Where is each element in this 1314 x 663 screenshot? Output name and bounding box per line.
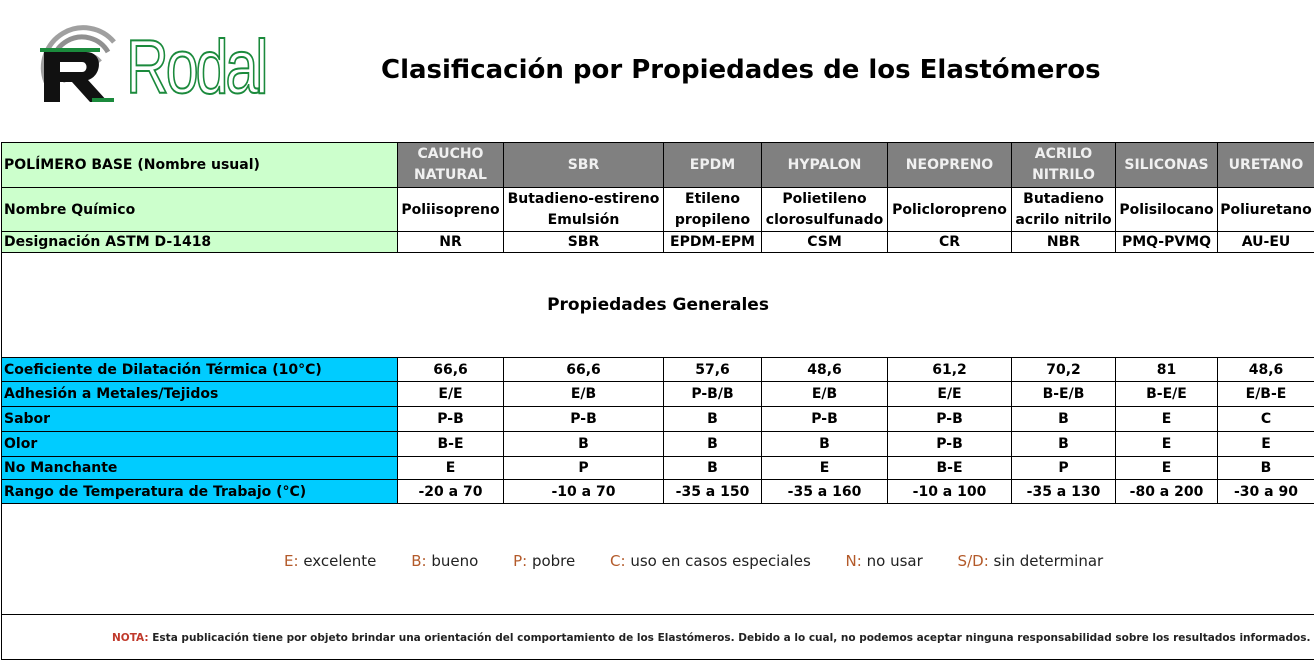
legend-item: B: bueno <box>411 552 479 570</box>
row-label-astm: Designación ASTM D-1418 <box>2 232 398 253</box>
cell: Policloropreno <box>888 188 1012 232</box>
cell: -35 a 150 <box>664 480 762 504</box>
cell: E/B <box>762 382 888 407</box>
legend-item: C: uso en casos especiales <box>610 552 811 570</box>
legend-key: B <box>411 552 422 570</box>
cell: 48,6 <box>762 358 888 382</box>
legend-text: sin determinar <box>993 552 1104 570</box>
cell: P-B <box>762 407 888 432</box>
prop-row <box>2 457 1314 480</box>
cell: B-E/B <box>1012 382 1116 407</box>
page-title: Clasificación por Propiedades de los Elastómeros <box>381 55 1101 85</box>
cell: 70,2 <box>1012 358 1116 382</box>
cell: -10 a 100 <box>888 480 1012 504</box>
note-text: Esta publicación tiene por objeto brindar una orientación del comportamiento de los Elastómeros. Debido a lo cual, no podemos aceptar ninguna responsabilidad sobre los resultados informados. <box>152 632 1311 644</box>
cell: P-B <box>398 407 504 432</box>
section-row <box>2 253 1314 358</box>
cell: C <box>1218 407 1314 432</box>
cell: B <box>1012 407 1116 432</box>
prop-row <box>2 407 1314 432</box>
cell: P-B/B <box>664 382 762 407</box>
cell: NBR <box>1012 232 1116 253</box>
col-head: CAUCHO NATURAL <box>398 143 504 188</box>
cell: B-E <box>398 432 504 457</box>
cell: P-B <box>888 432 1012 457</box>
cell: P-B <box>504 407 664 432</box>
legend-text: bueno <box>431 552 479 570</box>
cell: B <box>762 432 888 457</box>
chemical-row <box>2 188 1314 232</box>
cell: -10 a 70 <box>504 480 664 504</box>
disclaimer-note <box>112 632 1310 644</box>
cell: P <box>1012 457 1116 480</box>
legend-text: excelente <box>303 552 377 570</box>
row-label-quimico: Nombre Químico <box>2 188 398 232</box>
cell: E/B <box>504 382 664 407</box>
legend-key: N <box>845 552 857 570</box>
cell: -30 a 90 <box>1218 480 1314 504</box>
cell: SBR <box>504 232 664 253</box>
col-head: NEOPRENO <box>888 143 1012 188</box>
header-row <box>2 143 1314 188</box>
legend-text: pobre <box>531 552 576 570</box>
cell: B <box>664 457 762 480</box>
cell: E <box>1116 457 1218 480</box>
prop-row <box>2 480 1314 504</box>
cell: -80 a 200 <box>1116 480 1218 504</box>
cell: PMQ-PVMQ <box>1116 232 1218 253</box>
cell: E <box>398 457 504 480</box>
cell: B <box>664 432 762 457</box>
cell: EPDM-EPM <box>664 232 762 253</box>
cell: P-B <box>888 407 1012 432</box>
cell: 66,6 <box>504 358 664 382</box>
elastomer-table <box>1 142 1314 660</box>
cell: 48,6 <box>1218 358 1314 382</box>
col-head: URETANO <box>1218 143 1314 188</box>
cell: B-E/E <box>1116 382 1218 407</box>
legend <box>284 552 1133 570</box>
cell: Etileno propileno <box>664 188 762 232</box>
cell: Poliuretano <box>1218 188 1314 232</box>
cell: E/E <box>398 382 504 407</box>
cell: B <box>1218 457 1314 480</box>
astm-row <box>2 232 1314 253</box>
legend-text: no usar <box>866 552 923 570</box>
logo-brand-text: Rodal <box>126 25 266 110</box>
legend-text: uso en casos especiales <box>630 552 811 570</box>
cell: Butadieno-estireno Emulsión <box>504 188 664 232</box>
cell: -35 a 160 <box>762 480 888 504</box>
legend-key: E <box>284 552 294 570</box>
prop-row <box>2 382 1314 407</box>
legend-item: P: pobre <box>513 552 576 570</box>
prop-label: Sabor <box>2 407 398 432</box>
cell: B-E <box>888 457 1012 480</box>
col-head: SBR <box>504 143 664 188</box>
cell: -20 a 70 <box>398 480 504 504</box>
cell: NR <box>398 232 504 253</box>
legend-item: E: excelente <box>284 552 377 570</box>
cell: AU-EU <box>1218 232 1314 253</box>
prop-label: Adhesión a Metales/Tejidos <box>2 382 398 407</box>
cell: 61,2 <box>888 358 1012 382</box>
cell: Butadieno acrilo nitrilo <box>1012 188 1116 232</box>
col-head: EPDM <box>664 143 762 188</box>
note-key: NOTA: <box>112 632 149 644</box>
legend-key: S/D <box>957 552 984 570</box>
cell: E <box>1116 432 1218 457</box>
cell: P <box>504 457 664 480</box>
cell: Polietileno clorosulfunado <box>762 188 888 232</box>
cell: E <box>762 457 888 480</box>
col-head: SILICONAS <box>1116 143 1218 188</box>
legend-key: C <box>610 552 621 570</box>
prop-label: Coeficiente de Dilatación Térmica (10°C) <box>2 358 398 382</box>
prop-label: Olor <box>2 432 398 457</box>
cell: B <box>1012 432 1116 457</box>
cell: E <box>1116 407 1218 432</box>
cell: 66,6 <box>398 358 504 382</box>
row-label-polimero: POLÍMERO BASE (Nombre usual) <box>2 143 398 188</box>
cell: CSM <box>762 232 888 253</box>
cell: E <box>1218 432 1314 457</box>
legend-key: P <box>513 552 523 570</box>
rodal-logo <box>38 22 266 110</box>
cell: B <box>664 407 762 432</box>
cell: E/B-E <box>1218 382 1314 407</box>
section-title: Propiedades Generales <box>2 253 1314 358</box>
prop-label: Rango de Temperatura de Trabajo (°C) <box>2 480 398 504</box>
col-head: ACRILO NITRILO <box>1012 143 1116 188</box>
cell: Polisilocano <box>1116 188 1218 232</box>
legend-item: N: no usar <box>845 552 923 570</box>
cell: CR <box>888 232 1012 253</box>
cell: 81 <box>1116 358 1218 382</box>
cell: 57,6 <box>664 358 762 382</box>
prop-row <box>2 358 1314 382</box>
prop-label: No Manchante <box>2 457 398 480</box>
cell: -35 a 130 <box>1012 480 1116 504</box>
col-head: HYPALON <box>762 143 888 188</box>
cell: E/E <box>888 382 1012 407</box>
prop-row <box>2 432 1314 457</box>
cell: B <box>504 432 664 457</box>
legend-item: S/D: sin determinar <box>957 552 1104 570</box>
cell: Poliisopreno <box>398 188 504 232</box>
